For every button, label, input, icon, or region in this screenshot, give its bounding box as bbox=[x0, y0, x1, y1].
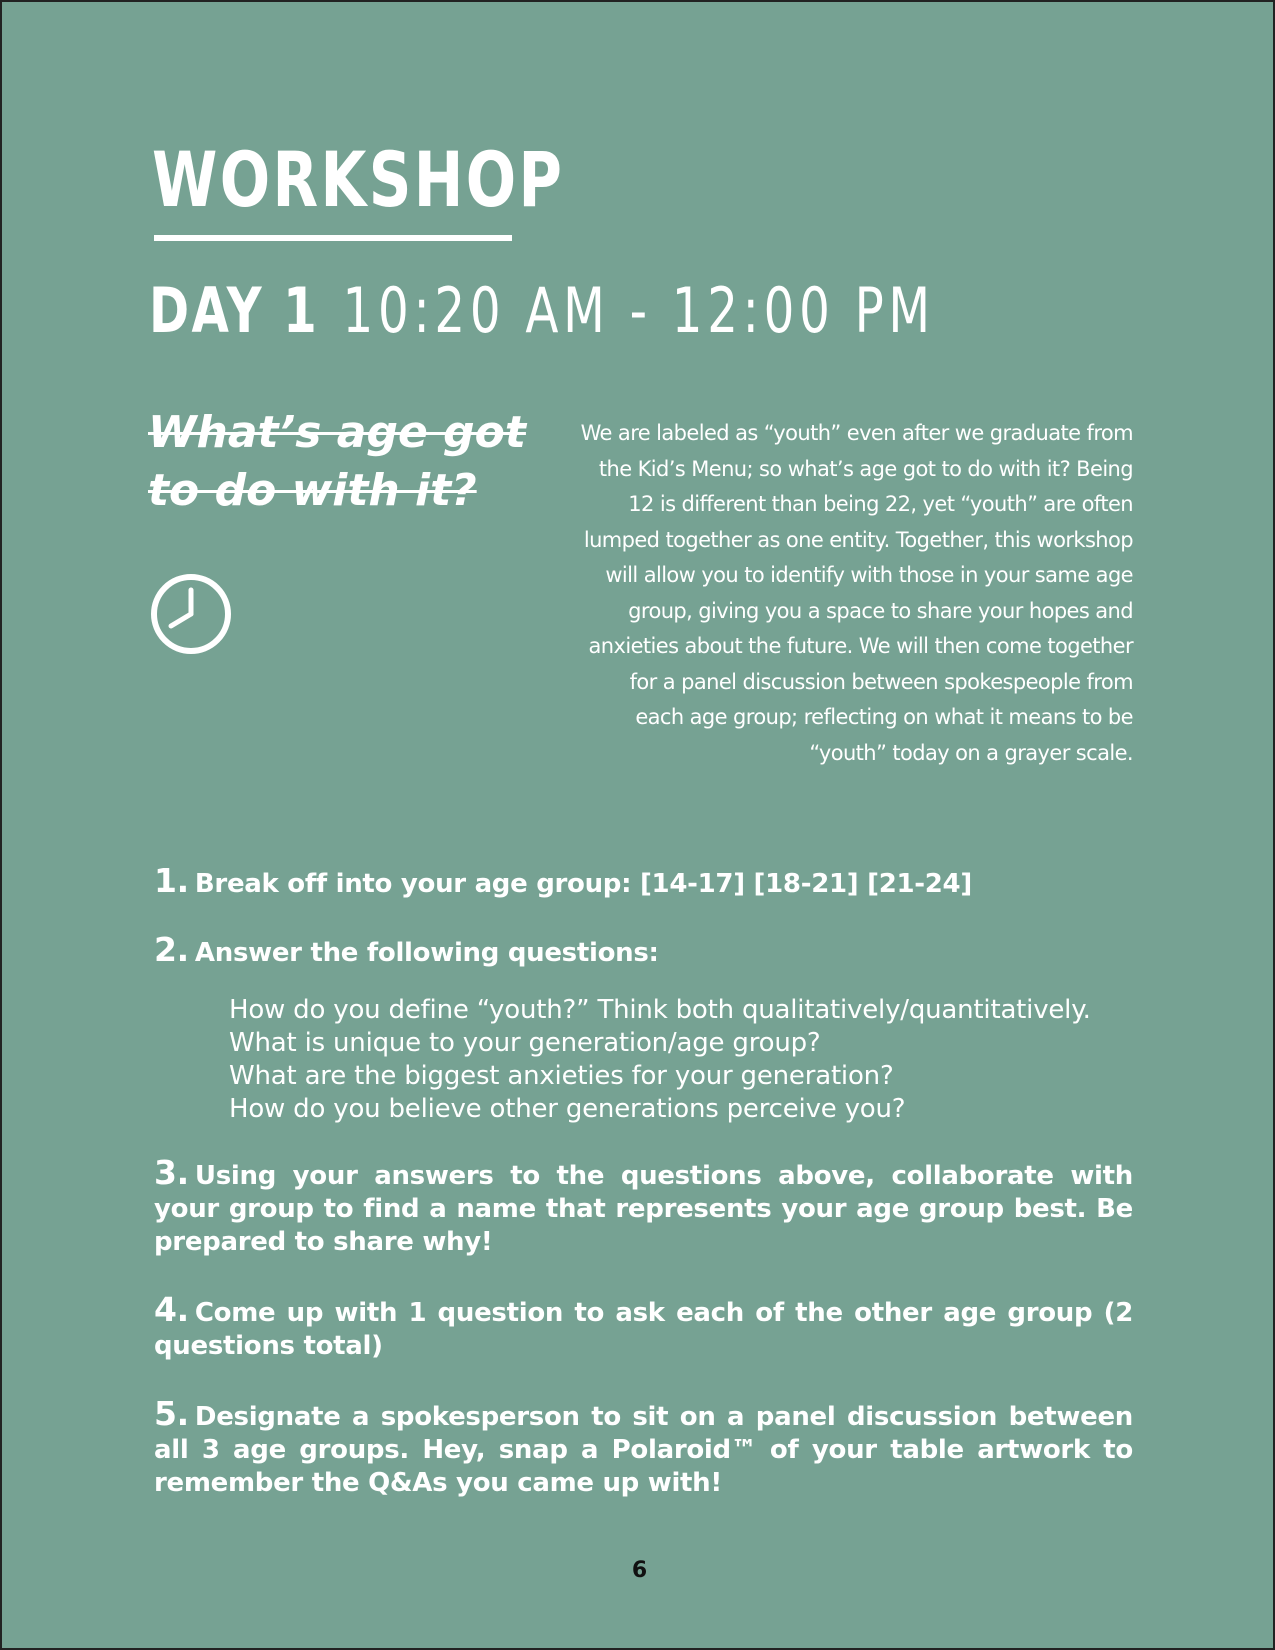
session-time: 10:20 AM - 12:00 PM bbox=[342, 274, 935, 347]
session-schedule bbox=[149, 276, 935, 346]
question-item: How do you define “youth?” Think both qualitatively/quantitatively. bbox=[229, 995, 1091, 1025]
question-item: What is unique to your generation/age group? bbox=[229, 1028, 821, 1058]
page-number: 6 bbox=[631, 1558, 648, 1583]
step-number: 3. bbox=[154, 1153, 189, 1192]
question-item: How do you believe other generations perceive you? bbox=[229, 1094, 906, 1124]
workshop-steps bbox=[154, 861, 1133, 1500]
session-title: What’s age got to do with it? bbox=[148, 407, 526, 516]
step-text: Break off into your age group: [14-17] [18-21] [21-24] bbox=[194, 869, 972, 899]
step-text: Answer the following questions: bbox=[194, 938, 659, 968]
step-number: 4. bbox=[154, 1290, 189, 1329]
step-text: Designate a spokesperson to sit on a panel discussion between all 3 age groups. Hey, snap a Polaroid™ of your table artwork to remember the Q&As you came up with! bbox=[154, 1402, 1133, 1498]
session-day: DAY 1 bbox=[149, 274, 320, 347]
step-number: 1. bbox=[154, 861, 189, 900]
step-text: Come up with 1 question to ask each of the other age group (2 questions total) bbox=[154, 1298, 1133, 1361]
title-underline bbox=[154, 235, 512, 241]
session-description: We are labeled as “youth” even after we graduate from the Kid’s Menu; so what’s age got to do with it? Being 12 is different than being 22, yet “youth” are often lumped together as one entity. Together, this workshop will allow you to identify with those in your same age group, giving you a space to share your hopes and anxieties about the future. We will then come together for a panel discussion between spokespeople from each age group; reflecting on what it means to be “youth” today on a grayer scale. bbox=[580, 421, 1133, 765]
step-item bbox=[154, 1290, 1133, 1363]
question-item: What are the biggest anxieties for your generation? bbox=[229, 1061, 894, 1091]
step-number: 2. bbox=[154, 930, 189, 969]
step-number: 5. bbox=[154, 1394, 189, 1433]
step-item bbox=[154, 1153, 1133, 1259]
question-list bbox=[229, 994, 1133, 1126]
step-item bbox=[154, 930, 1133, 970]
step-text: Using your answers to the questions above, collaborate with your group to find a name that represents your age group best. Be prepared to share why! bbox=[154, 1161, 1133, 1257]
step-item bbox=[154, 861, 1133, 901]
step-item bbox=[154, 1394, 1133, 1500]
page-title: WORKSHOP bbox=[152, 135, 565, 224]
clock-icon bbox=[150, 573, 232, 655]
